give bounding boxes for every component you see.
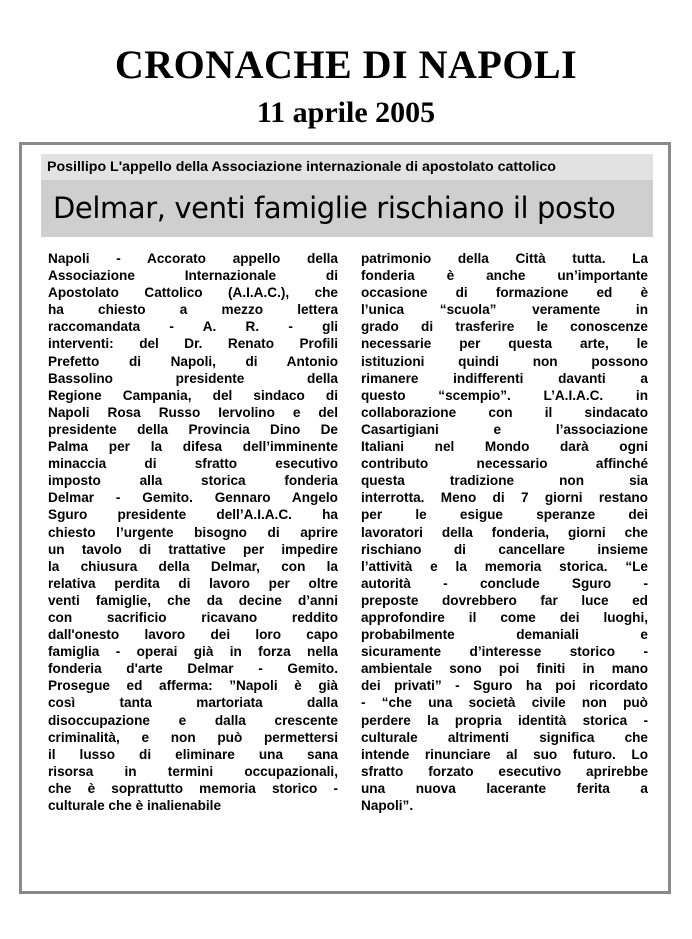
article-clipping (19, 142, 671, 894)
article-text-line: grado di trasferire le conoscenze (361, 319, 648, 335)
article-text-line: questo “scempio”. L’A.I.A.C. in (361, 387, 648, 403)
article-text-line: Casartigiani e l’associazione (361, 421, 648, 437)
article-text-line: autorità - conclude Sguro - (361, 575, 648, 591)
article-text-line: - “che una società civile non può (361, 695, 648, 711)
article-text-line: Sguro presidente dell’A.I.A.C. ha (48, 507, 338, 523)
article-text-line: probabilmente demaniali e (361, 627, 648, 643)
article-text-line: relativa perdita di lavoro per oltre (48, 575, 338, 591)
article-text-line: interventi: del Dr. Renato Profili (48, 336, 338, 352)
article-text-line: raccomandata - A. R. - gli (48, 319, 338, 335)
article-text-line: rischiano di cancellare insieme (361, 541, 648, 557)
article-text-line: per le esigue speranze dei (361, 507, 648, 523)
article-column-right (361, 250, 648, 814)
article-text-line: rimanere indifferenti davanti a (361, 370, 648, 386)
article-text-line: Prefetto di Napoli, di Antonio (48, 353, 338, 369)
article-text-line: Bassolino presidente della (48, 370, 338, 386)
article-text-line: ha chiesto a mezzo lettera (48, 302, 338, 318)
article-text-line: minaccia di sfratto esecutivo (48, 456, 338, 472)
article-text-line: una nuova lacerante ferita a (361, 780, 648, 796)
article-text-line: contributo necessario affinché (361, 456, 648, 472)
article-text-line: chiesto l’urgente bisogno di aprire (48, 524, 338, 540)
article-text-line: dei privati” - Sguro ha poi ricordato (361, 678, 648, 694)
article-text-line: approfondire il come dei luoghi, (361, 609, 648, 625)
article-text-line: preposte dovrebbero far luce ed (361, 592, 648, 608)
article-text-line: Napoli”. (361, 798, 414, 813)
article-text-line: criminalità, e non può permettersi (48, 729, 338, 745)
article-text-line: Italiani nel Mondo darà ogni (361, 439, 648, 455)
article-text-line: così tanta martoriata dalla (48, 695, 338, 711)
publication-date: 11 aprile 2005 (256, 96, 436, 129)
article-text-line: patrimonio della Città tutta. La (361, 251, 648, 266)
article-text-line: Napoli - Accorato appello della (48, 251, 338, 266)
newspaper-title: CRONACHE DI NAPOLI (114, 42, 578, 87)
article-text-line: disoccupazione e dalla crescente (48, 712, 338, 728)
article-text-line: venti famiglie, che da decine d’anni (48, 592, 338, 608)
article-text-line: Palma per la difesa dell’imminente (48, 439, 338, 455)
article-text-line: necessarie per questa arte, le (361, 336, 648, 352)
article-headline: Delmar, venti famiglie rischiano il posto (41, 180, 653, 237)
article-text-line: culturale altrimenti significa che (361, 729, 648, 745)
article-text-line: questa tradizione non sia (361, 473, 648, 489)
article-text-line: imposto alla storica fonderia (48, 473, 338, 489)
article-text-line: intende rinunciare al suo futuro. Lo (361, 746, 648, 762)
article-text-line: occasione di formazione ed è (361, 285, 648, 301)
article-text-line: collaborazione con il sindacato (361, 404, 648, 420)
article-text-line: Associazione Internazionale di (48, 268, 338, 284)
article-text-line: la chiusura della Delmar, con la (48, 558, 338, 574)
article-text-line: l’unica “scuola” veramente in (361, 302, 648, 318)
article-text-line: Delmar - Gemito. Gennaro Angelo (48, 490, 338, 506)
article-text-line: sicuramente d’interesse storico - (361, 644, 648, 660)
article-text-line: interrotta. Meno di 7 giorni restano (361, 490, 648, 506)
article-text-line: perdere la propria identità storica - (361, 712, 648, 728)
article-text-line: presidente della Provincia Dino De (48, 421, 338, 437)
article-text-line: il lusso di eliminare una sana (48, 746, 338, 762)
article-text-line: l’attività e la memoria storica. “Le (361, 558, 648, 574)
article-kicker: Posillipo L'appello della Associazione internazionale di apostolato cattolico (41, 154, 653, 180)
article-column-left (48, 250, 338, 814)
article-text-line: risorsa in termini occupazionali, (48, 763, 338, 779)
article-text-line: fonderia è anche un’importante (361, 268, 648, 284)
article-text-line: sfratto forzato esecutivo aprirebbe (361, 763, 648, 779)
article-text-line: Napoli Rosa Russo Iervolino e del (48, 404, 338, 420)
article-text-line: un tavolo di trattative per impedire (48, 541, 338, 557)
article-text-line: famiglia - operai già in forza nella (48, 644, 338, 660)
article-text-line: con sacrificio ricavano reddito (48, 609, 338, 625)
article-text-line: lavoratori della fonderia, giorni che (361, 524, 648, 540)
article-text-line: Regione Campania, del sindaco di (48, 387, 338, 403)
article-text-line: ambientale sono poi finiti in mano (361, 661, 648, 677)
article-text-line: che è soprattutto memoria storico - (48, 780, 338, 796)
article-text-line: istituzioni quindi non possono (361, 353, 648, 369)
article-text-line: Apostolato Cattolico (A.I.A.C.), che (48, 285, 338, 301)
article-text-line: dall'onesto lavoro dei loro capo (48, 627, 338, 643)
article-text-line: culturale che è inalienabile (48, 798, 222, 813)
article-text-line: fonderia d'arte Delmar - Gemito. (48, 661, 338, 677)
article-text-line: Prosegue ed afferma: ”Napoli è già (48, 678, 338, 694)
